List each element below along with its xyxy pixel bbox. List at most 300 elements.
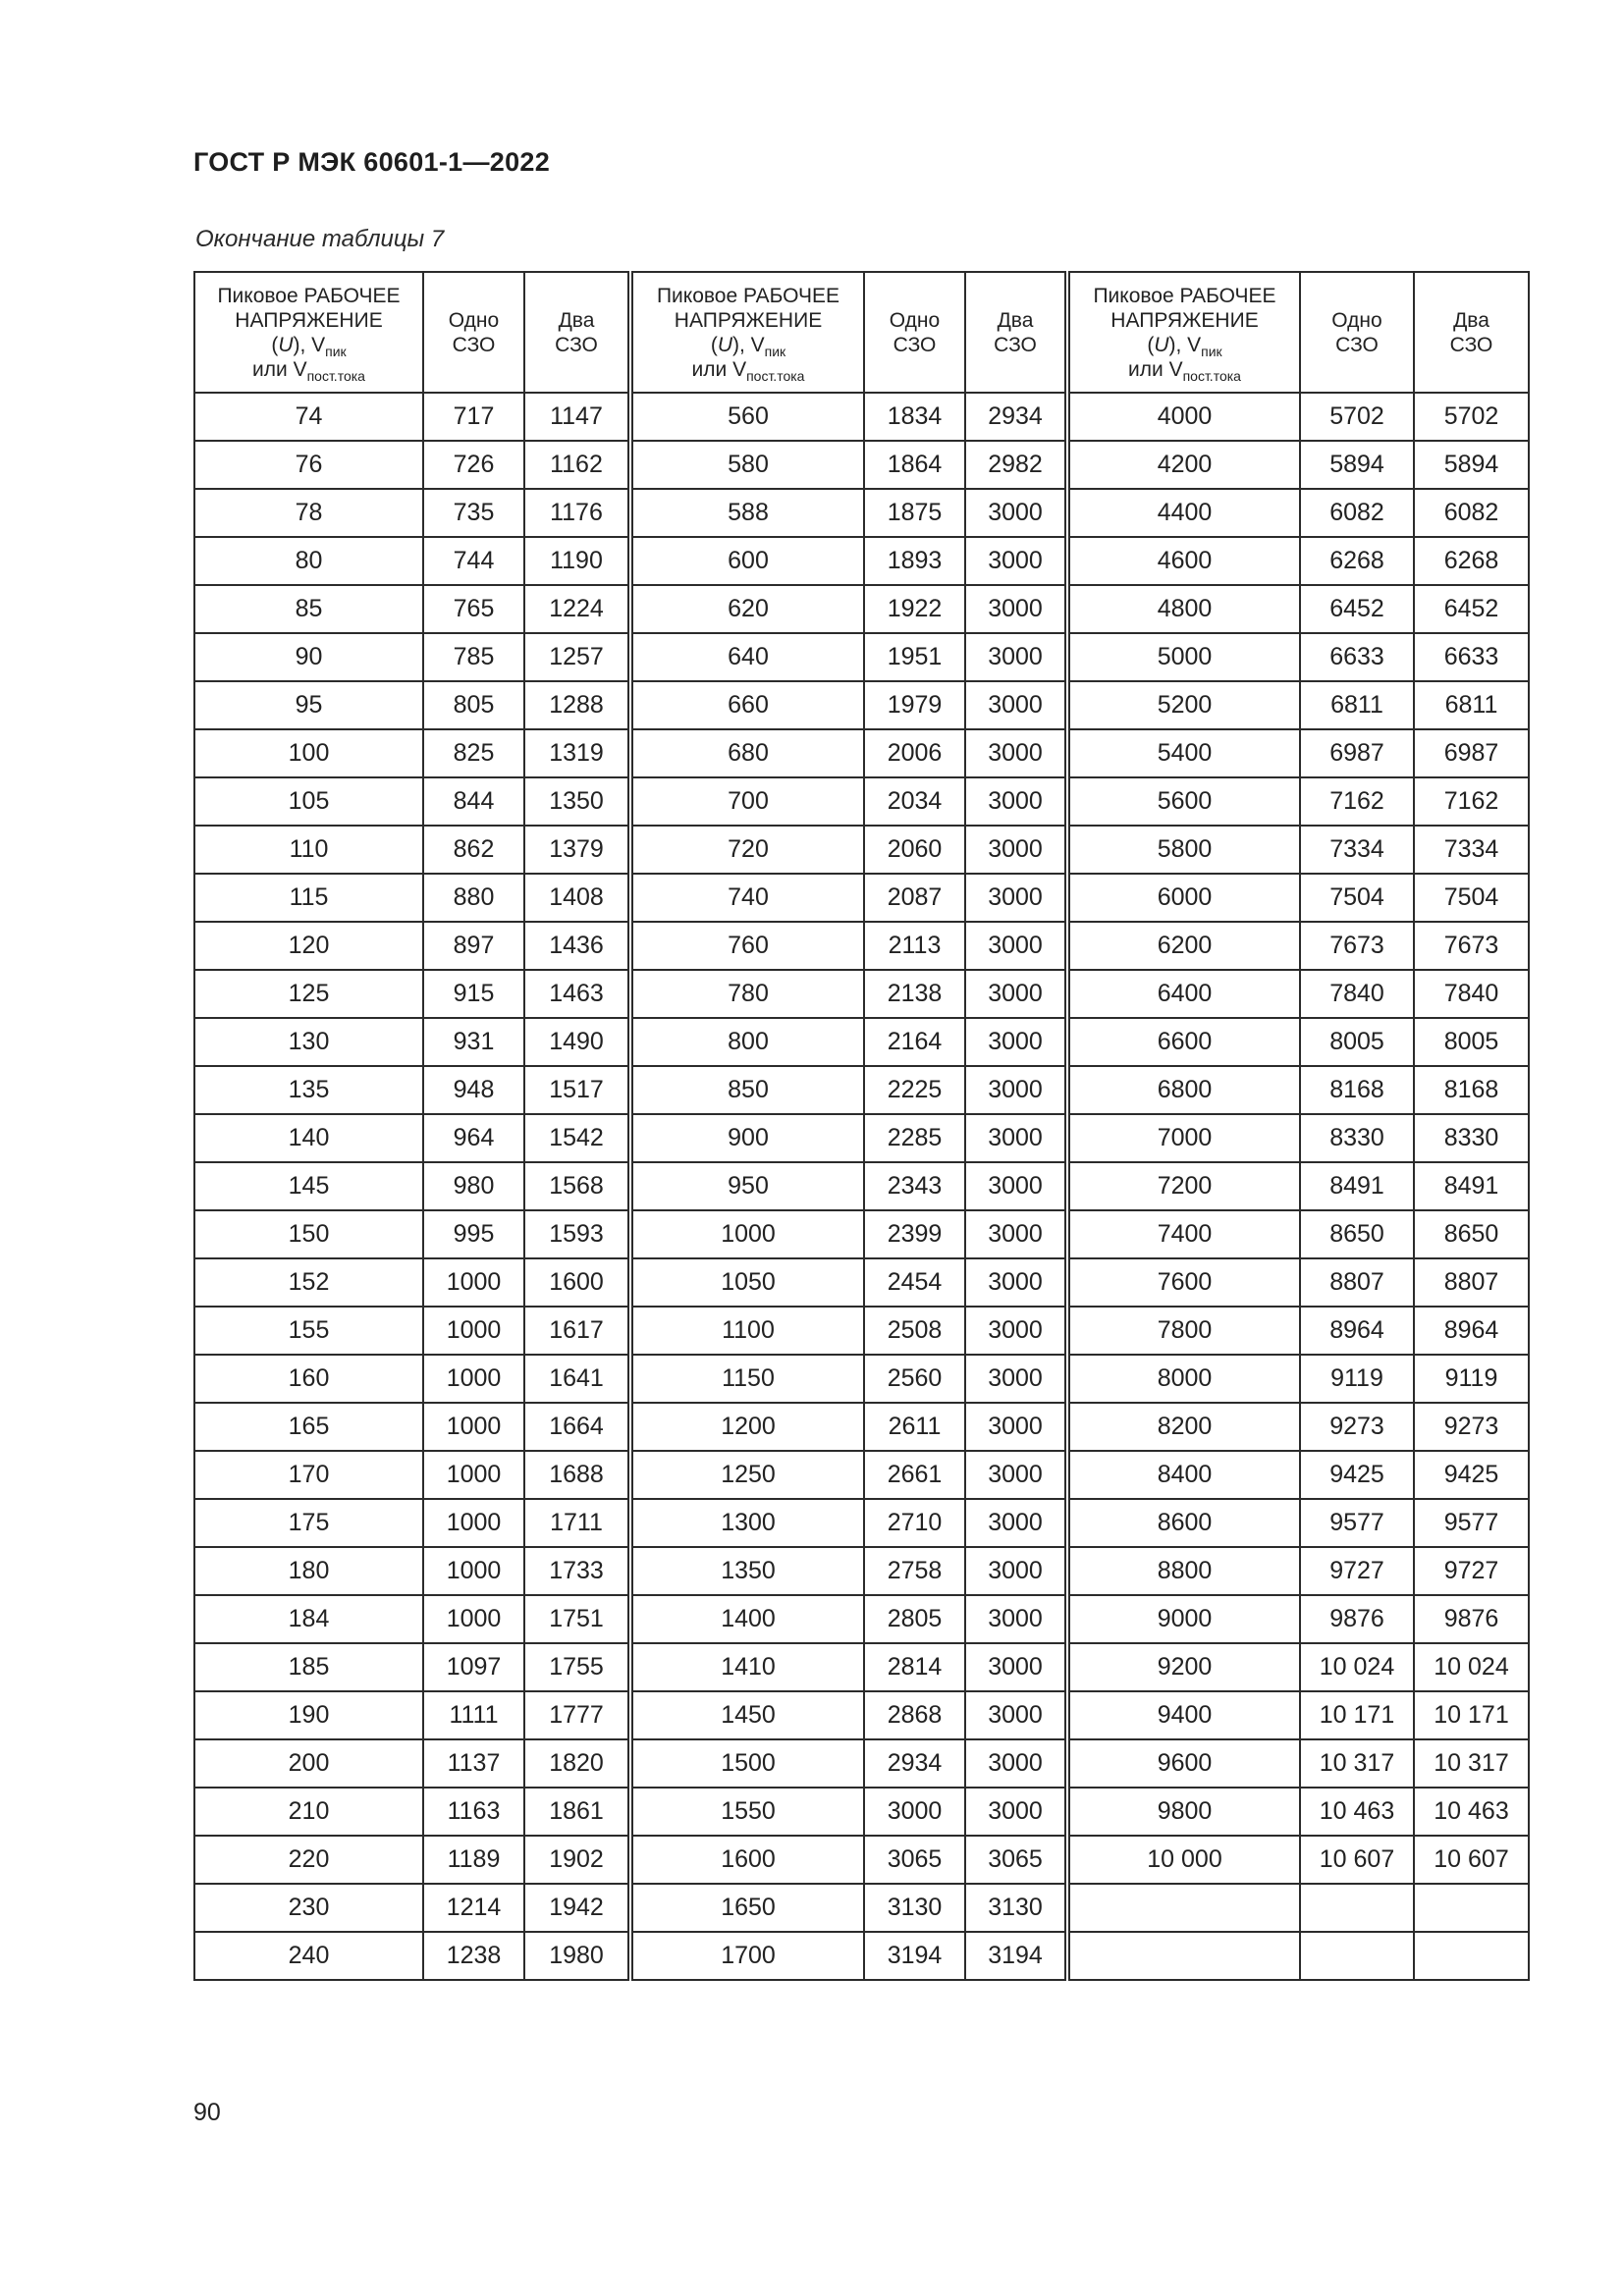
table-cell: 1463 [524, 970, 630, 1018]
table-cell: 2805 [864, 1595, 965, 1643]
table-cell: 1147 [524, 393, 630, 441]
table-cell: 3000 [965, 1114, 1067, 1162]
table-row [194, 1691, 1529, 1739]
table-cell: 2982 [965, 441, 1067, 489]
header-line: СЗО [555, 333, 598, 356]
table-row [194, 537, 1529, 585]
table-cell: 10 463 [1414, 1788, 1529, 1836]
table-cell: 85 [194, 585, 423, 633]
table-cell: 1834 [864, 393, 965, 441]
header-two-szo [1414, 272, 1529, 393]
table-cell: 9119 [1414, 1355, 1529, 1403]
table-cell: 915 [423, 970, 524, 1018]
table-cell: 105 [194, 777, 423, 826]
table-row [194, 1066, 1529, 1114]
table-cell: 10 171 [1414, 1691, 1529, 1739]
table-cell: 1137 [423, 1739, 524, 1788]
table-cell: 1214 [423, 1884, 524, 1932]
table-cell: 10 024 [1300, 1643, 1414, 1691]
table-cell: 8200 [1067, 1403, 1300, 1451]
header-one-szo [423, 272, 524, 393]
table-cell: 10 317 [1300, 1739, 1414, 1788]
table-cell: 6633 [1300, 633, 1414, 681]
table-cell: 10 607 [1300, 1836, 1414, 1884]
table-cell: 8000 [1067, 1355, 1300, 1403]
table-cell: 880 [423, 874, 524, 922]
table-cell: 10 317 [1414, 1739, 1529, 1788]
header-line: Пиковое РАБОЧЕЕ [656, 284, 840, 307]
table-cell: 165 [194, 1403, 423, 1451]
table-row [194, 1547, 1529, 1595]
table-cell: 1500 [630, 1739, 864, 1788]
table-cell: 2454 [864, 1258, 965, 1307]
table-cell: 9577 [1300, 1499, 1414, 1547]
table-cell: 9876 [1414, 1595, 1529, 1643]
table-cell: 3000 [965, 1643, 1067, 1691]
table-row [194, 393, 1529, 441]
header-peak-voltage [630, 272, 864, 393]
table-cell: 6400 [1067, 970, 1300, 1018]
header-text: или V [691, 357, 747, 381]
table-cell: 1400 [630, 1595, 864, 1643]
table-cell: 5600 [1067, 777, 1300, 826]
table-cell: 90 [194, 633, 423, 681]
table-cell: 3130 [965, 1884, 1067, 1932]
table-row [194, 1114, 1529, 1162]
table-cell: 8168 [1414, 1066, 1529, 1114]
voltage-table [193, 271, 1530, 1981]
table-cell: 2138 [864, 970, 965, 1018]
page-number: 90 [193, 2099, 221, 2126]
table-cell: 9600 [1067, 1739, 1300, 1788]
table-cell: 1600 [524, 1258, 630, 1307]
table-cell: 9577 [1414, 1499, 1529, 1547]
table-cell: 5000 [1067, 633, 1300, 681]
table-cell: 3000 [965, 874, 1067, 922]
table-cell: 3000 [965, 489, 1067, 537]
table-cell: 1000 [423, 1355, 524, 1403]
table-cell: 240 [194, 1932, 423, 1980]
table-cell: 900 [630, 1114, 864, 1162]
table-cell: 2285 [864, 1114, 965, 1162]
table-cell: 9273 [1414, 1403, 1529, 1451]
table-cell: 5800 [1067, 826, 1300, 874]
table-cell: 135 [194, 1066, 423, 1114]
table-cell: 185 [194, 1643, 423, 1691]
table-cell: 10 463 [1300, 1788, 1414, 1836]
table-row [194, 1355, 1529, 1403]
table-cell: 145 [194, 1162, 423, 1210]
table-cell: 6268 [1414, 537, 1529, 585]
table-cell: 4200 [1067, 441, 1300, 489]
table-cell: 1733 [524, 1547, 630, 1595]
table-cell: 7400 [1067, 1210, 1300, 1258]
table-cell: 230 [194, 1884, 423, 1932]
table-cell: 765 [423, 585, 524, 633]
table-cell: 7200 [1067, 1162, 1300, 1210]
table-cell: 115 [194, 874, 423, 922]
header-symbol-u: U [1154, 333, 1169, 356]
table-cell: 1000 [630, 1210, 864, 1258]
table-cell: 3000 [965, 1788, 1067, 1836]
table-cell: 1000 [423, 1403, 524, 1451]
table-cell: 170 [194, 1451, 423, 1499]
table-cell: 6811 [1414, 681, 1529, 729]
table-cell: 2868 [864, 1691, 965, 1739]
table-cell: 160 [194, 1355, 423, 1403]
table-cell: 2508 [864, 1307, 965, 1355]
table-cell: 6633 [1414, 633, 1529, 681]
table-cell: 2060 [864, 826, 965, 874]
table-cell: 6082 [1300, 489, 1414, 537]
table-row [194, 1258, 1529, 1307]
table-cell: 130 [194, 1018, 423, 1066]
table-cell: 9273 [1300, 1403, 1414, 1451]
table-cell: 1189 [423, 1836, 524, 1884]
table-cell: 3000 [965, 729, 1067, 777]
table-cell: 76 [194, 441, 423, 489]
header-line: НАПРЯЖЕНИЕ [674, 308, 823, 332]
table-cell: 1922 [864, 585, 965, 633]
table-row [194, 1739, 1529, 1788]
table-row [194, 1162, 1529, 1210]
table-cell: 1190 [524, 537, 630, 585]
table-cell: 150 [194, 1210, 423, 1258]
table-cell: 680 [630, 729, 864, 777]
table-cell: 735 [423, 489, 524, 537]
table-cell: 780 [630, 970, 864, 1018]
table-cell: 8491 [1414, 1162, 1529, 1210]
header-line: Два [558, 308, 595, 332]
table-cell: 1755 [524, 1643, 630, 1691]
table-cell: 175 [194, 1499, 423, 1547]
table-cell: 1542 [524, 1114, 630, 1162]
header-line: СЗО [893, 333, 937, 356]
table-cell: 1000 [423, 1595, 524, 1643]
table-cell: 8005 [1300, 1018, 1414, 1066]
table-cell: 7334 [1300, 826, 1414, 874]
table-cell: 8800 [1067, 1547, 1300, 1595]
table-cell: 2611 [864, 1403, 965, 1451]
table-cell: 7673 [1414, 922, 1529, 970]
table-cell: 785 [423, 633, 524, 681]
table-cell: 7673 [1300, 922, 1414, 970]
table-row [194, 633, 1529, 681]
header-line: Одно [889, 308, 941, 332]
table-cell: 10 171 [1300, 1691, 1414, 1739]
table-cell [1300, 1884, 1414, 1932]
table-cell: 3000 [965, 1258, 1067, 1307]
table-cell: 2343 [864, 1162, 965, 1210]
table-cell: 1379 [524, 826, 630, 874]
table-cell: 8600 [1067, 1499, 1300, 1547]
table-cell: 1257 [524, 633, 630, 681]
table-cell: 2034 [864, 777, 965, 826]
table-cell: 1593 [524, 1210, 630, 1258]
table-cell: 6452 [1414, 585, 1529, 633]
table-cell: 3000 [965, 681, 1067, 729]
table-cell: 3000 [965, 1691, 1067, 1739]
table-cell: 9727 [1414, 1547, 1529, 1595]
table-cell: 1550 [630, 1788, 864, 1836]
table-cell: 1319 [524, 729, 630, 777]
table-cell: 800 [630, 1018, 864, 1066]
table-row [194, 1451, 1529, 1499]
table-cell: 1350 [630, 1547, 864, 1595]
header-line: (U), $V_{пик}$ [1147, 333, 1222, 359]
table-cell: 3000 [864, 1788, 965, 1836]
table-cell: 2661 [864, 1451, 965, 1499]
table-cell: 8964 [1300, 1307, 1414, 1355]
table-cell: 3000 [965, 1547, 1067, 1595]
table-cell: 8650 [1300, 1210, 1414, 1258]
table-cell: 760 [630, 922, 864, 970]
table-cell: 8650 [1414, 1210, 1529, 1258]
table-cell: 5894 [1414, 441, 1529, 489]
table-cell: 78 [194, 489, 423, 537]
header-text: ), V [293, 333, 326, 356]
table-cell: 1176 [524, 489, 630, 537]
header-line [1070, 357, 1299, 382]
table-cell: 1100 [630, 1307, 864, 1355]
header-subscript: пик [325, 343, 347, 359]
table-cell: 1436 [524, 922, 630, 970]
table-cell: 3000 [965, 777, 1067, 826]
table-cell [1067, 1932, 1300, 1980]
table-cell: 140 [194, 1114, 423, 1162]
table-row [194, 1884, 1529, 1932]
table-cell: 220 [194, 1836, 423, 1884]
table-row [194, 1788, 1529, 1836]
header-text: или V [252, 357, 307, 381]
table-cell: 2006 [864, 729, 965, 777]
table-cell: 2087 [864, 874, 965, 922]
table-cell: 3000 [965, 1403, 1067, 1451]
table-cell: 1288 [524, 681, 630, 729]
header-line: Одно [1331, 308, 1382, 332]
table-row [194, 1307, 1529, 1355]
header-subscript: пик [1201, 343, 1222, 359]
table-cell: 726 [423, 441, 524, 489]
table-cell: 9119 [1300, 1355, 1414, 1403]
table-cell: 3194 [965, 1932, 1067, 1980]
table-cell: 3000 [965, 826, 1067, 874]
table-cell: 1600 [630, 1836, 864, 1884]
table-cell: 4400 [1067, 489, 1300, 537]
table-cell: 717 [423, 393, 524, 441]
header-line: Два [1453, 308, 1489, 332]
table-cell: 6452 [1300, 585, 1414, 633]
table-cell: 3000 [965, 1451, 1067, 1499]
header-line: СЗО [452, 333, 496, 356]
table-cell: 7600 [1067, 1258, 1300, 1307]
table-cell: 1688 [524, 1451, 630, 1499]
table-cell: 2934 [864, 1739, 965, 1788]
table-cell: 8807 [1300, 1258, 1414, 1307]
table-cell: 1641 [524, 1355, 630, 1403]
table-row [194, 1643, 1529, 1691]
header-subscript: пик [764, 343, 786, 359]
table-cell: 3000 [965, 633, 1067, 681]
header-text: ), V [1168, 333, 1202, 356]
table-cell: 744 [423, 537, 524, 585]
table-cell: 3000 [965, 537, 1067, 585]
table-cell: 1050 [630, 1258, 864, 1307]
table-cell: 1942 [524, 1884, 630, 1932]
table-cell: 825 [423, 729, 524, 777]
table-cell: 5894 [1300, 441, 1414, 489]
table-cell: 6987 [1414, 729, 1529, 777]
table-cell: 152 [194, 1258, 423, 1307]
table-cell: 1163 [423, 1788, 524, 1836]
table-cell: 580 [630, 441, 864, 489]
table-cell: 2758 [864, 1547, 965, 1595]
table-cell: 3000 [965, 1739, 1067, 1788]
table-cell: 4000 [1067, 393, 1300, 441]
table-row [194, 441, 1529, 489]
table-cell: 2164 [864, 1018, 965, 1066]
header-text: или V [1128, 357, 1183, 381]
table-cell: 3000 [965, 1066, 1067, 1114]
table-cell: 5702 [1414, 393, 1529, 441]
table-cell: 9425 [1414, 1451, 1529, 1499]
table-cell: 1700 [630, 1932, 864, 1980]
table-cell: 9000 [1067, 1595, 1300, 1643]
table-cell: 1893 [864, 537, 965, 585]
table-cell: 620 [630, 585, 864, 633]
header-symbol-u: U [278, 333, 294, 356]
table-cell: 1238 [423, 1932, 524, 1980]
table-cell: 1000 [423, 1451, 524, 1499]
table-cell: 1097 [423, 1643, 524, 1691]
table-cell: 3000 [965, 970, 1067, 1018]
table-cell: 9800 [1067, 1788, 1300, 1836]
header-line: Пиковое РАБОЧЕЕ [1093, 284, 1276, 307]
table-cell: 7334 [1414, 826, 1529, 874]
table-cell: 5400 [1067, 729, 1300, 777]
table-cell: 740 [630, 874, 864, 922]
table-cell: 2113 [864, 922, 965, 970]
table-cell: 1000 [423, 1307, 524, 1355]
table-cell: 4800 [1067, 585, 1300, 633]
table-cell: 8168 [1300, 1066, 1414, 1114]
table-cell: 120 [194, 922, 423, 970]
table-cell: 2560 [864, 1355, 965, 1403]
table-row [194, 922, 1529, 970]
header-one-szo [1300, 272, 1414, 393]
table-cell: 9400 [1067, 1691, 1300, 1739]
table-cell: 3000 [965, 585, 1067, 633]
table-cell: 7800 [1067, 1307, 1300, 1355]
table-cell: 850 [630, 1066, 864, 1114]
table-cell: 184 [194, 1595, 423, 1643]
table-cell: 1979 [864, 681, 965, 729]
table-cell: 3000 [965, 1355, 1067, 1403]
table-cell [1414, 1884, 1529, 1932]
table-cell: 5200 [1067, 681, 1300, 729]
table-cell: 3000 [965, 1595, 1067, 1643]
table-cell: 560 [630, 393, 864, 441]
table-row [194, 585, 1529, 633]
table-row [194, 777, 1529, 826]
header-line: СЗО [994, 333, 1037, 356]
table-row [194, 826, 1529, 874]
table-cell: 1711 [524, 1499, 630, 1547]
table-cell: 95 [194, 681, 423, 729]
table-cell: 1820 [524, 1739, 630, 1788]
header-subscript: пост.тока [1182, 367, 1241, 384]
table-cell: 1224 [524, 585, 630, 633]
header-line: Пиковое РАБОЧЕЕ [217, 284, 401, 307]
table-cell: 110 [194, 826, 423, 874]
header-line: СЗО [1335, 333, 1379, 356]
header-line: СЗО [1449, 333, 1493, 356]
table-cell: 6811 [1300, 681, 1414, 729]
table-cell: 8005 [1414, 1018, 1529, 1066]
table-cell: 805 [423, 681, 524, 729]
table-row [194, 1499, 1529, 1547]
table-cell [1300, 1932, 1414, 1980]
table-cell: 1568 [524, 1162, 630, 1210]
table-cell: 1664 [524, 1403, 630, 1451]
table-cell: 7162 [1300, 777, 1414, 826]
table-row [194, 681, 1529, 729]
table-row [194, 1210, 1529, 1258]
header-line: (U), $V_{пик}$ [271, 333, 347, 359]
table-cell: 1000 [423, 1258, 524, 1307]
table-body [194, 393, 1529, 1980]
table-cell: 6600 [1067, 1018, 1300, 1066]
table-cell: 1408 [524, 874, 630, 922]
header-line [633, 357, 863, 382]
table-cell: 6000 [1067, 874, 1300, 922]
table-cell: 74 [194, 393, 423, 441]
table-header-row [194, 272, 1529, 393]
table-cell: 1751 [524, 1595, 630, 1643]
table-cell: 7840 [1414, 970, 1529, 1018]
header-line: НАПРЯЖЕНИЕ [1110, 308, 1259, 332]
table-cell: 8330 [1300, 1114, 1414, 1162]
header-line [195, 357, 422, 382]
header-line: НАПРЯЖЕНИЕ [235, 308, 383, 332]
table-cell: 10 024 [1414, 1643, 1529, 1691]
table-cell: 3194 [864, 1932, 965, 1980]
table-cell: 125 [194, 970, 423, 1018]
table-cell: 6268 [1300, 537, 1414, 585]
table-cell: 1450 [630, 1691, 864, 1739]
header-line: Два [997, 308, 1034, 332]
table-cell: 6800 [1067, 1066, 1300, 1114]
table-cell: 9425 [1300, 1451, 1414, 1499]
header-peak-voltage [194, 272, 423, 393]
table-cell: 6987 [1300, 729, 1414, 777]
table-cell: 862 [423, 826, 524, 874]
table-cell: 100 [194, 729, 423, 777]
table-cell: 1517 [524, 1066, 630, 1114]
table-cell: 1864 [864, 441, 965, 489]
table-row [194, 1932, 1529, 1980]
table-cell [1414, 1932, 1529, 1980]
table-cell: 1300 [630, 1499, 864, 1547]
table-cell: 950 [630, 1162, 864, 1210]
table-cell: 1410 [630, 1643, 864, 1691]
table-cell: 1162 [524, 441, 630, 489]
header-symbol-u: U [717, 333, 732, 356]
table-cell: 964 [423, 1114, 524, 1162]
table-cell: 3000 [965, 1499, 1067, 1547]
table-row [194, 1595, 1529, 1643]
table-cell: 6200 [1067, 922, 1300, 970]
